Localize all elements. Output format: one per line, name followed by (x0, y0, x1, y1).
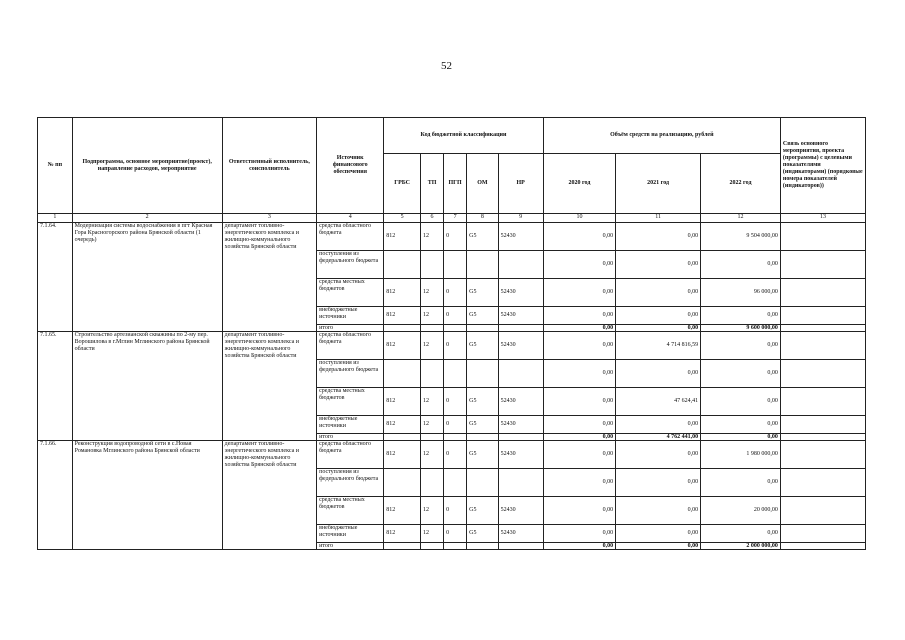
amount-2021: 0,00 (616, 441, 701, 469)
header-om: ОМ (467, 154, 498, 214)
amount-2020: 0,00 (543, 525, 615, 543)
grbs-cell: 812 (384, 388, 421, 416)
amount-2022: 0,00 (701, 251, 781, 279)
om-cell: G5 (467, 279, 498, 307)
total-2021: 0,00 (616, 325, 701, 332)
funding-source: средства областного бюджета (317, 441, 384, 469)
gp-cell: 0 (444, 441, 467, 469)
amount-2022: 1 980 000,00 (701, 441, 781, 469)
tp-cell: 12 (420, 223, 443, 251)
total-2020: 0,00 (543, 434, 615, 441)
amount-2020: 0,00 (543, 332, 615, 360)
tp-cell: 12 (420, 525, 443, 543)
amount-2021: 0,00 (616, 279, 701, 307)
header-gp: ПГП (444, 154, 467, 214)
tp-cell: 12 (420, 388, 443, 416)
grbs-cell: 812 (384, 332, 421, 360)
gp-cell (444, 251, 467, 279)
amount-2021: 0,00 (616, 525, 701, 543)
funding-source: внебюджетные источники (317, 525, 384, 543)
table-row (38, 332, 866, 360)
header-responsible: Ответственный исполнитель, соисполнитель (222, 118, 316, 214)
header-2022: 2022 год (701, 154, 781, 214)
indicator-link-cell (780, 360, 865, 388)
col-number: 2 (72, 214, 222, 223)
amount-2021: 47 624,41 (616, 388, 701, 416)
grbs-cell: 812 (384, 497, 421, 525)
nr-cell (498, 251, 543, 279)
page-number: 52 (441, 60, 452, 72)
grbs-cell (384, 251, 421, 279)
total-2022: 9 600 000,00 (701, 325, 781, 332)
funding-source: поступления из федерального бюджета (317, 251, 384, 279)
amount-2020: 0,00 (543, 497, 615, 525)
om-cell: G5 (467, 525, 498, 543)
col-number: 11 (616, 214, 701, 223)
total-2022: 0,00 (701, 434, 781, 441)
gp-cell (444, 360, 467, 388)
tp-cell: 12 (420, 497, 443, 525)
amount-2022: 20 000,00 (701, 497, 781, 525)
amount-2022: 0,00 (701, 332, 781, 360)
om-cell: G5 (467, 307, 498, 325)
row-number: 7.1.66. (38, 441, 73, 550)
indicator-link-cell (780, 388, 865, 416)
header-nr: НР (498, 154, 543, 214)
grbs-cell: 812 (384, 279, 421, 307)
gp-cell: 0 (444, 223, 467, 251)
table-row (38, 223, 866, 251)
amount-2021: 0,00 (616, 469, 701, 497)
indicator-link-cell (780, 223, 865, 251)
amount-2021: 4 714 816,59 (616, 332, 701, 360)
amount-2020: 0,00 (543, 360, 615, 388)
grbs-cell: 812 (384, 307, 421, 325)
total-label: итого (317, 434, 384, 441)
funding-source: поступления из федерального бюджета (317, 469, 384, 497)
table-body (38, 223, 866, 550)
funding-source: средства местных бюджетов (317, 497, 384, 525)
indicator-link-cell (780, 441, 865, 469)
header-link: Связь основного мероприятия, проекта (программы) с целевыми показателями (индикаторами) (порядковые номера показателей (индикаторов)) (780, 118, 865, 214)
indicator-link-cell (780, 469, 865, 497)
measure-name: Строительство артезианской скважины по 2-му пер. Ворошилова в г.Мглин Мглинского района Брянской области (72, 332, 222, 441)
responsible-executor: департамент топливно-энергетического комплекса и жилищно-коммунального хозяйства Брянской области (222, 223, 316, 332)
header-no: № пп (38, 118, 73, 214)
col-number: 1 (38, 214, 73, 223)
om-cell: G5 (467, 497, 498, 525)
amount-2021: 0,00 (616, 223, 701, 251)
amount-2022: 0,00 (701, 469, 781, 497)
nr-cell: 52430 (498, 441, 543, 469)
amount-2022: 0,00 (701, 416, 781, 434)
tp-cell (420, 360, 443, 388)
nr-cell: 52430 (498, 279, 543, 307)
amount-2020: 0,00 (543, 251, 615, 279)
total-2022: 2 000 000,00 (701, 543, 781, 550)
gp-cell: 0 (444, 332, 467, 360)
indicator-link-cell (780, 307, 865, 325)
total-2021: 0,00 (616, 543, 701, 550)
nr-cell: 52430 (498, 388, 543, 416)
indicator-link-cell (780, 251, 865, 279)
grbs-cell: 812 (384, 525, 421, 543)
indicator-link-cell (780, 416, 865, 434)
indicator-link-cell (780, 525, 865, 543)
col-number: 12 (701, 214, 781, 223)
om-cell (467, 469, 498, 497)
gp-cell: 0 (444, 307, 467, 325)
tp-cell: 12 (420, 332, 443, 360)
amount-2021: 0,00 (616, 416, 701, 434)
amount-2022: 96 000,00 (701, 279, 781, 307)
tp-cell: 12 (420, 416, 443, 434)
amount-2020: 0,00 (543, 307, 615, 325)
amount-2021: 0,00 (616, 307, 701, 325)
tp-cell: 12 (420, 441, 443, 469)
funding-source: средства областного бюджета (317, 332, 384, 360)
total-label: итого (317, 325, 384, 332)
header-2020: 2020 год (543, 154, 615, 214)
amount-2022: 9 504 000,00 (701, 223, 781, 251)
amount-2021: 0,00 (616, 497, 701, 525)
gp-cell (444, 469, 467, 497)
gp-cell: 0 (444, 497, 467, 525)
om-cell: G5 (467, 441, 498, 469)
total-2020: 0,00 (543, 325, 615, 332)
col-number: 13 (780, 214, 865, 223)
grbs-cell: 812 (384, 223, 421, 251)
nr-cell: 52430 (498, 497, 543, 525)
gp-cell: 0 (444, 388, 467, 416)
amount-2022: 0,00 (701, 360, 781, 388)
amount-2022: 0,00 (701, 525, 781, 543)
total-2021: 4 762 441,00 (616, 434, 701, 441)
tp-cell: 12 (420, 279, 443, 307)
nr-cell: 52430 (498, 416, 543, 434)
grbs-cell: 812 (384, 441, 421, 469)
column-number-row (38, 214, 866, 223)
col-number: 4 (317, 214, 384, 223)
col-number: 8 (467, 214, 498, 223)
om-cell: G5 (467, 332, 498, 360)
amount-2021: 0,00 (616, 360, 701, 388)
col-number: 6 (420, 214, 443, 223)
gp-cell: 0 (444, 279, 467, 307)
header-budget-code: Код бюджетной классификации (384, 118, 543, 154)
nr-cell (498, 360, 543, 388)
measure-name: Реконструкция водопроводной сети в с.Новая Романовка Мглинского района Брянской области (72, 441, 222, 550)
header-subprogram: Подпрограмма, основное мероприятие(проект), направление расходов, мероприятие (72, 118, 222, 214)
tp-cell: 12 (420, 307, 443, 325)
grbs-cell (384, 469, 421, 497)
col-number: 7 (444, 214, 467, 223)
amount-2022: 0,00 (701, 307, 781, 325)
om-cell: G5 (467, 416, 498, 434)
gp-cell: 0 (444, 416, 467, 434)
tp-cell (420, 251, 443, 279)
grbs-cell (384, 360, 421, 388)
responsible-executor: департамент топливно-энергетического комплекса и жилищно-коммунального хозяйства Брянской области (222, 441, 316, 550)
amount-2022: 0,00 (701, 388, 781, 416)
table-row (38, 441, 866, 469)
amount-2020: 0,00 (543, 441, 615, 469)
amount-2020: 0,00 (543, 469, 615, 497)
nr-cell (498, 469, 543, 497)
funding-source: средства местных бюджетов (317, 388, 384, 416)
om-cell: G5 (467, 223, 498, 251)
nr-cell: 52430 (498, 307, 543, 325)
funding-source: внебюджетные источники (317, 416, 384, 434)
indicator-link-cell (780, 332, 865, 360)
header-grbs: ГРБС (384, 154, 421, 214)
om-cell (467, 251, 498, 279)
header-volume: Объём средств на реализацию, рублей (543, 118, 780, 154)
col-number: 10 (543, 214, 615, 223)
indicator-link-cell (780, 279, 865, 307)
grbs-cell: 812 (384, 416, 421, 434)
nr-cell: 52430 (498, 525, 543, 543)
responsible-executor: департамент топливно-энергетического комплекса и жилищно-коммунального хозяйства Брянской области (222, 332, 316, 441)
funding-source: средства областного бюджета (317, 223, 384, 251)
funding-source: поступления из федерального бюджета (317, 360, 384, 388)
col-number: 9 (498, 214, 543, 223)
amount-2020: 0,00 (543, 279, 615, 307)
col-number: 3 (222, 214, 316, 223)
amount-2020: 0,00 (543, 223, 615, 251)
budget-table (37, 117, 866, 550)
row-number: 7.1.65. (38, 332, 73, 441)
funding-source: внебюджетные источники (317, 307, 384, 325)
gp-cell: 0 (444, 525, 467, 543)
header-source: Источник финансового обеспечения (317, 118, 384, 214)
om-cell (467, 360, 498, 388)
header-2021: 2021 год (616, 154, 701, 214)
nr-cell: 52430 (498, 223, 543, 251)
amount-2020: 0,00 (543, 416, 615, 434)
total-label: итого (317, 543, 384, 550)
tp-cell (420, 469, 443, 497)
amount-2021: 0,00 (616, 251, 701, 279)
nr-cell: 52430 (498, 332, 543, 360)
header-tp: ТП (420, 154, 443, 214)
indicator-link-cell (780, 497, 865, 525)
measure-name: Модернизация системы водоснабжения в пгт Красная Гора Красногорского района Брянской области (1 очередь) (72, 223, 222, 332)
total-2020: 0,00 (543, 543, 615, 550)
amount-2020: 0,00 (543, 388, 615, 416)
col-number: 5 (384, 214, 421, 223)
om-cell: G5 (467, 388, 498, 416)
funding-source: средства местных бюджетов (317, 279, 384, 307)
row-number: 7.1.64. (38, 223, 73, 332)
